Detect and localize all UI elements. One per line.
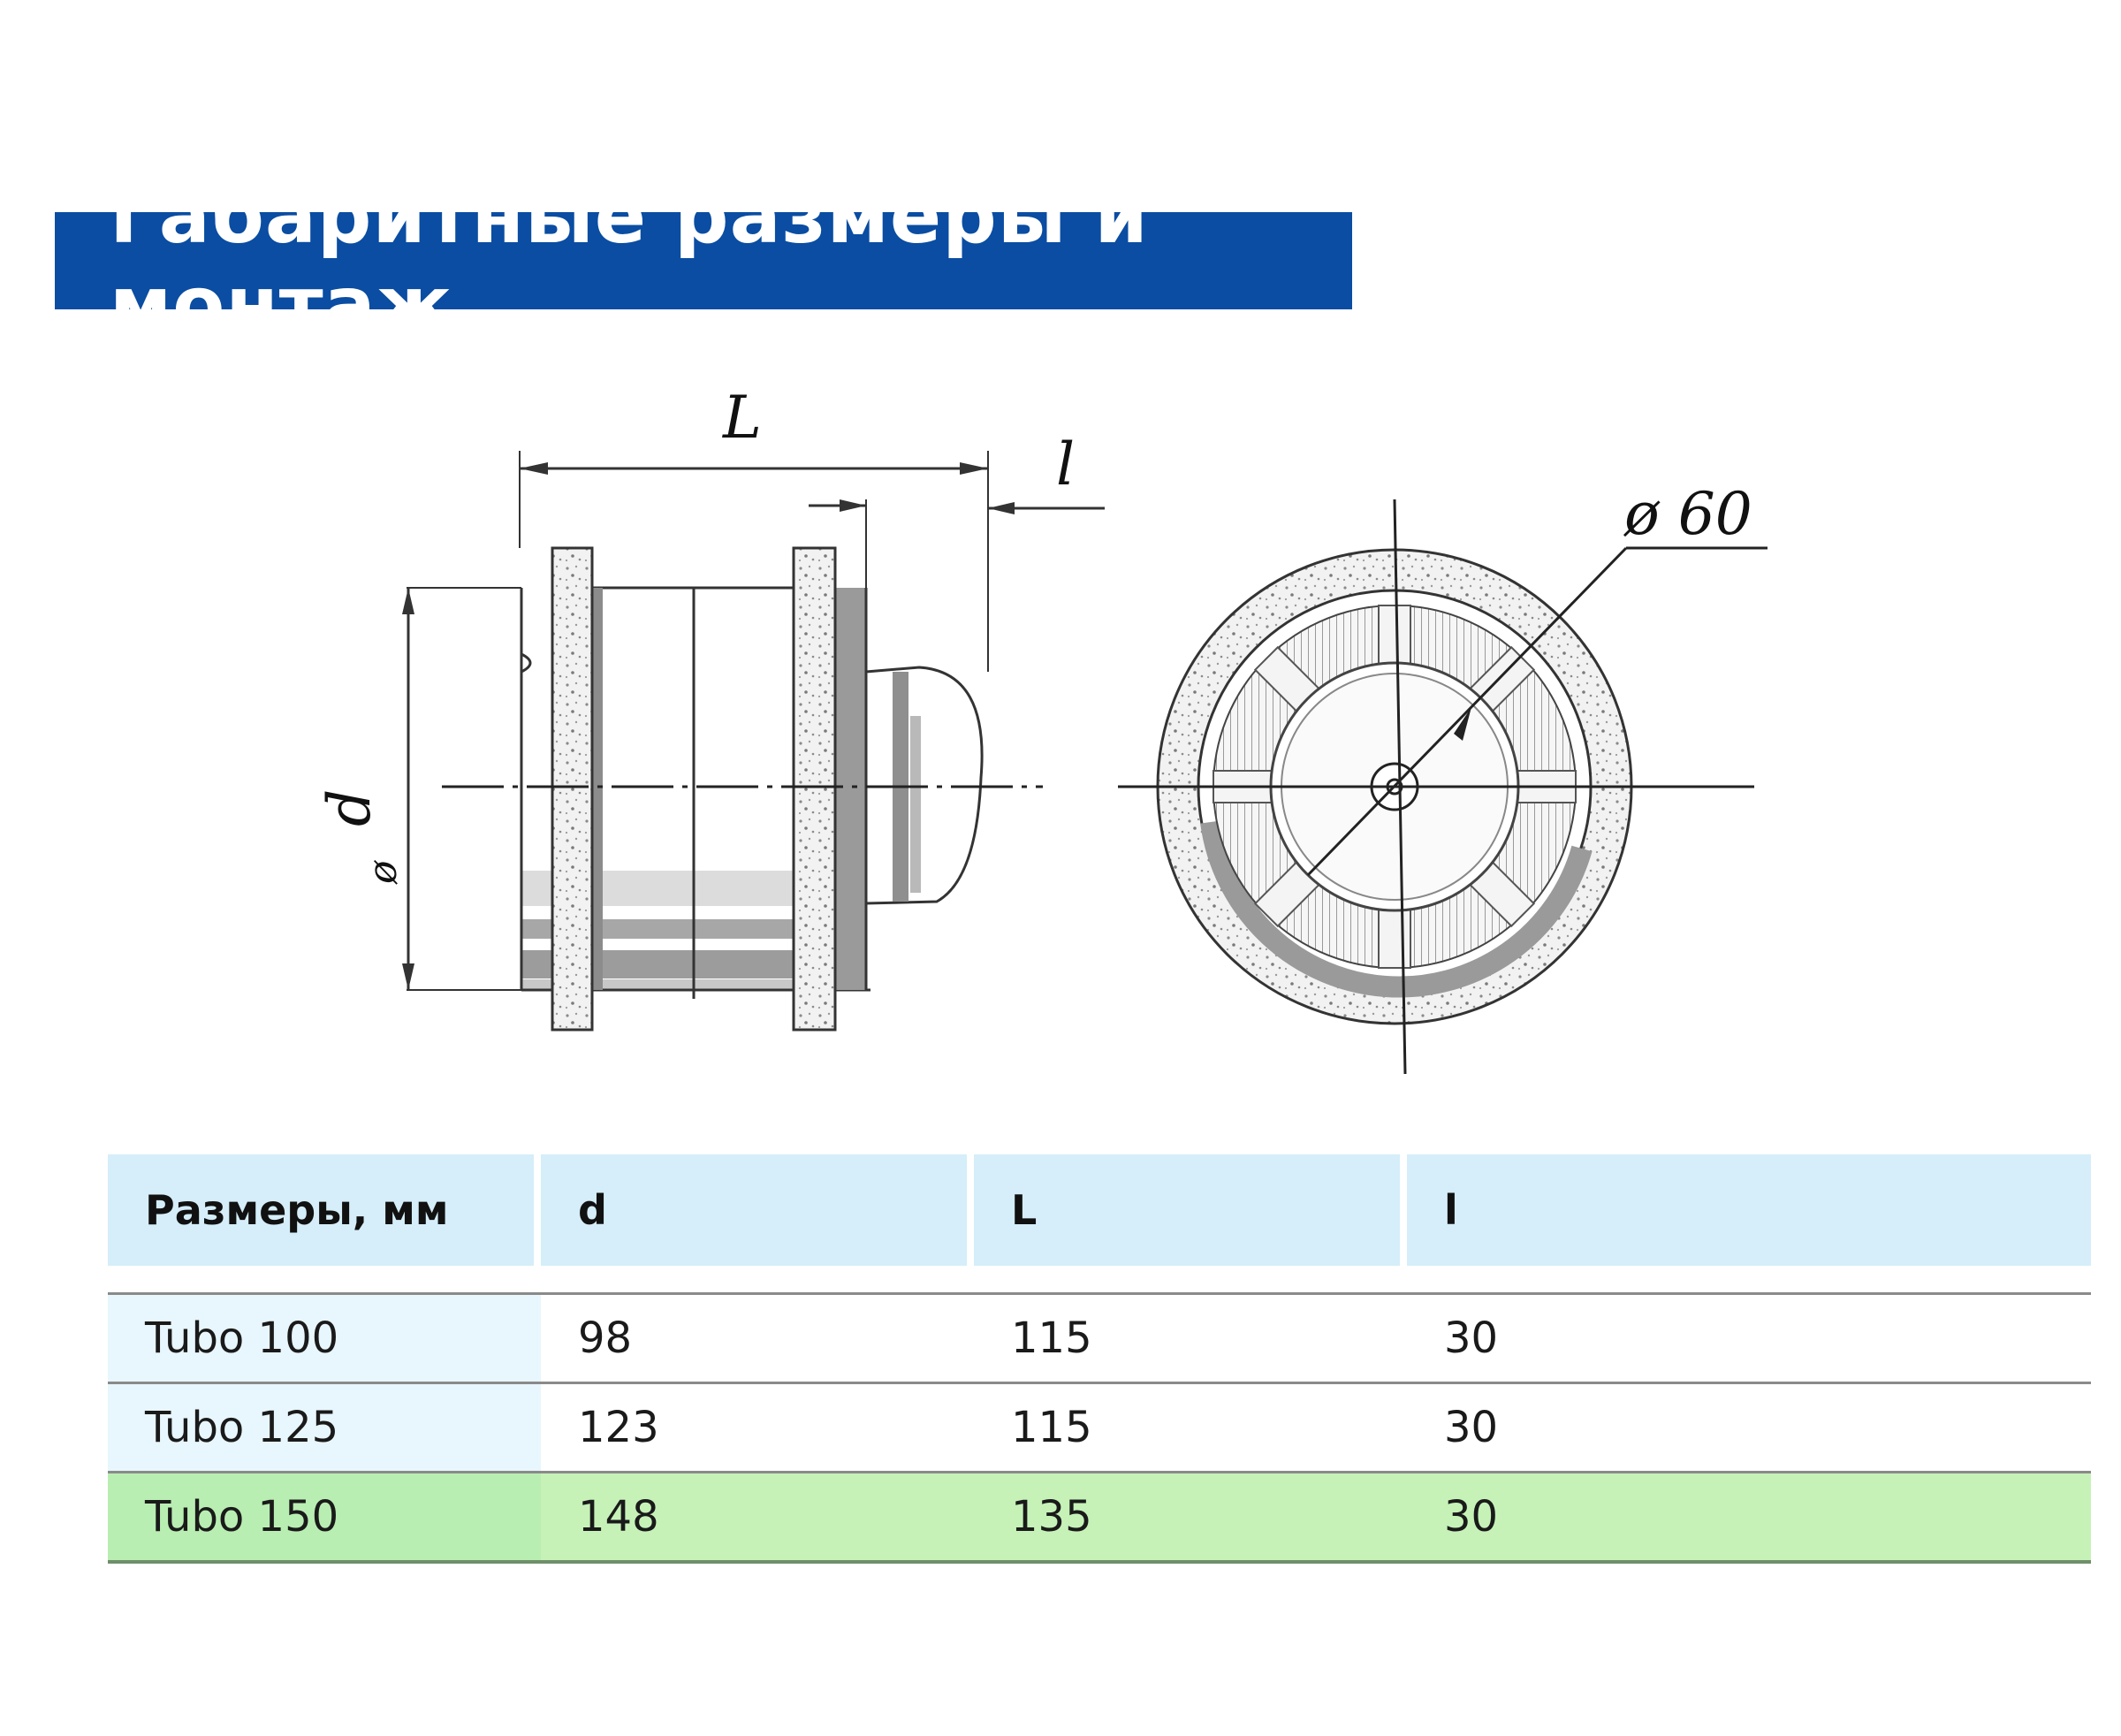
dimensions-table <box>108 1154 2091 1564</box>
cell-l: 30 <box>1407 1384 2091 1473</box>
cell-l: 30 <box>1407 1473 2091 1564</box>
header-l: l <box>1407 1154 2091 1292</box>
header-L: L <box>974 1154 1407 1292</box>
left-flange <box>552 548 592 1030</box>
cell-L: 115 <box>974 1384 1407 1473</box>
label-L: L <box>723 384 762 452</box>
cell-d: 98 <box>541 1292 974 1384</box>
table-header-row <box>108 1154 2091 1292</box>
side-view <box>402 451 1105 1030</box>
label-d: d <box>315 788 384 826</box>
row-name: Tubo 125 <box>108 1384 541 1473</box>
cell-L: 115 <box>974 1292 1407 1384</box>
label-d-diameter: ø <box>361 860 406 884</box>
table-row <box>108 1384 2091 1473</box>
cell-L: 135 <box>974 1473 1407 1564</box>
label-l: l <box>1056 430 1076 499</box>
row-name: Tubo 100 <box>108 1292 541 1384</box>
front-view <box>1118 499 1768 1074</box>
table-row <box>108 1292 2091 1384</box>
cell-l: 30 <box>1407 1292 2091 1384</box>
header-sizes: Размеры, мм <box>108 1154 541 1292</box>
row-name: Tubo 150 <box>108 1473 541 1564</box>
header-d: d <box>541 1154 974 1292</box>
right-flange <box>794 548 835 1030</box>
label-diameter-60: ø 60 <box>1624 480 1752 548</box>
page-title: Габаритные размеры и монтаж <box>110 172 1149 349</box>
table-row-highlighted <box>108 1473 2091 1564</box>
cell-d: 148 <box>541 1473 974 1564</box>
cell-d: 123 <box>541 1384 974 1473</box>
